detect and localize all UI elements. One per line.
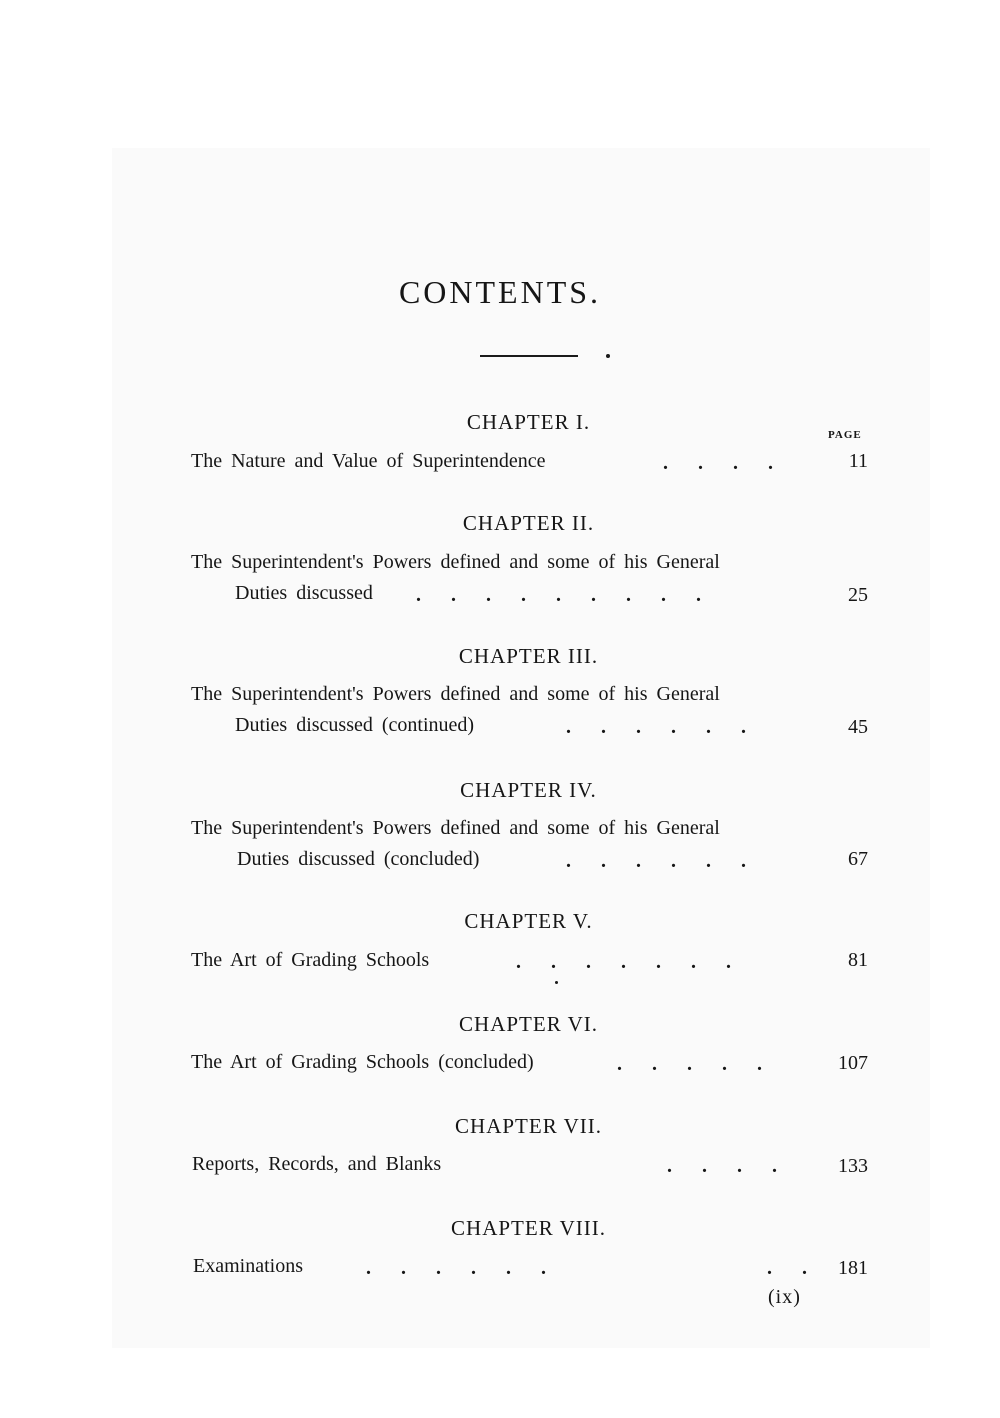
chapter-8-leaders-right: . . [767,1257,807,1279]
chapter-6-title: The Art of Grading Schools (concluded) [191,1051,534,1073]
chapter-heading-4: CHAPTER IV. [460,778,597,802]
chapter-8-title: Examinations [193,1255,303,1277]
chapter-7-page: 133 [838,1155,868,1177]
chapter-2-title-line-2: Duties discussed [235,582,373,604]
page-folio: (ix) [768,1286,801,1308]
chapter-heading-5: CHAPTER V. [464,909,593,933]
chapter-4-title-line-1: The Superintendent's Powers defined and some of his General [191,817,720,839]
chapter-2-page: 25 [848,584,868,606]
chapter-1-page: 11 [848,450,868,472]
chapter-4-title-line-2: Duties discussed (concluded) [237,848,480,870]
chapter-heading-6: CHAPTER VI. [459,1012,598,1036]
chapter-7-title: Reports, Records, and Blanks [192,1153,442,1175]
chapter-8-page: 181 [838,1257,868,1279]
chapter-8-leaders-left: . . . . . . [366,1257,546,1279]
stray-mark [555,981,558,984]
chapter-2-title-line-1: The Superintendent's Powers defined and some of his General [191,551,720,573]
chapter-6-leaders: . . . . . [617,1053,762,1075]
chapter-4-page: 67 [848,848,868,870]
chapter-3-leaders: . . . . . . [566,716,746,738]
chapter-5-page: 81 [848,949,868,971]
chapter-6-page: 107 [838,1052,868,1074]
chapter-2-leaders: . . . . . . . . . [416,584,701,606]
chapter-3-title-line-1: The Superintendent's Powers defined and some of his General [191,683,720,705]
chapter-3-page: 45 [848,716,868,738]
chapter-4-leaders: . . . . . . [566,850,746,872]
title-rule [480,355,578,357]
chapter-5-title: The Art of Grading Schools [191,949,430,971]
chapter-7-leaders: . . . . [667,1155,777,1177]
chapter-3-title-line-2: Duties discussed (continued) [235,714,475,736]
page-column-label: PAGE [828,429,862,441]
chapter-heading-3: CHAPTER III. [458,644,599,668]
chapter-heading-1: CHAPTER I. [466,410,591,434]
ornament-dot [606,354,610,358]
chapter-heading-2: CHAPTER II. [462,511,595,535]
chapter-heading-7: CHAPTER VII. [455,1114,602,1138]
chapter-5-leaders: . . . . . . . [516,951,731,973]
contents-title: CONTENTS. [398,274,602,310]
chapter-1-title: The Nature and Value of Superintendence [191,450,546,472]
chapter-1-leaders: . . . . [663,452,773,474]
chapter-heading-8: CHAPTER VIII. [451,1216,606,1240]
